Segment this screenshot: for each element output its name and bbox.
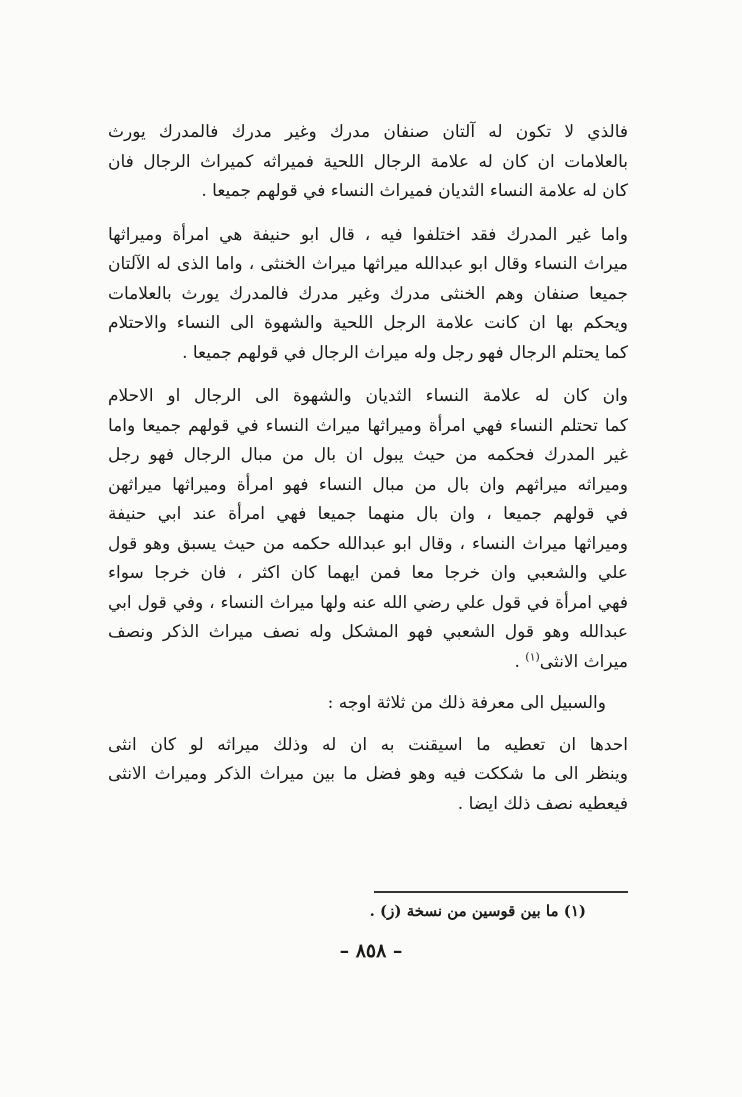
paragraph-3 [108, 382, 628, 677]
text-line [108, 648, 628, 678]
footnote: (١) ما بين قوسين من نسخة (ز) . [369, 902, 586, 920]
text-line: وميراثه ميراثهم وان بال من مبال النساء فهو امرأة وميراثها ميراثهن [108, 474, 628, 495]
last-line-text: ميراث الانثى [539, 651, 628, 672]
text-line: فيعطيه نصف ذلك ايضا . [457, 793, 628, 814]
text-line: كما يحتلم الرجال فهو رجل وله ميراث الرجال في قولهم جميعا . [182, 342, 628, 363]
text-line: علي والشعبي وان خرجا معا فمن ايهما كان اكثر ، فان خرجا سواء [108, 563, 628, 583]
text-line: احدها ان تعطيه ما اسيقنت به ان له وذلك ميراثه لو كان انثى [108, 734, 628, 755]
paragraph-2 [108, 221, 628, 369]
text-line: فالذي لا تكون له آلتان صنفان مدرك وغير مدرك فالمدرك يورث [108, 122, 628, 142]
page-number: – ٨٥٨ – [339, 940, 403, 962]
paragraph-4 [108, 689, 628, 719]
text-line: وينظر الى ما شككت فيه وهو فضل ما بين ميراث الذكر وميراث الانثى [108, 764, 628, 784]
text-line: كان له علامة النساء الثديان فميراث النساء في قولهم جميعا . [201, 181, 628, 201]
text-line: عبدالله وهو قول الشعبي فهو المشكل وله نصف ميراث الذكر ونصف [108, 622, 628, 642]
footnote-divider [374, 891, 628, 893]
text-line: وميراثها ميراث النساء ، وقال ابو عبدالله حكمه من حيث يسبق وهو قول [108, 533, 628, 554]
text-line: جميعا صنفان وهم الخنثى مدرك وغير مدرك فالمدرك يورث بالعلامات [108, 283, 628, 304]
text-line: ميراث النساء وقال ابو عبدالله ميراثها ميراث الخنثى ، واما الذى له الآلتان [108, 254, 628, 274]
text-line: وان كان له علامة النساء الثديان والشهوة الى الرجال او الاحلام [108, 386, 628, 406]
text-line: غير المدرك فحكمه من حيث يبول ان بال من مبال الرجال فهو رجل [108, 445, 628, 465]
line-end-mark: . [514, 651, 520, 672]
footnote-marker: (١) [525, 649, 540, 663]
text-line: والسبيل الى معرفة ذلك من ثلاثة اوجه : [327, 693, 606, 713]
text-line: واما غير المدرك فقد اختلفوا فيه ، قال ابو حنيفة هي امرأة وميراثها [108, 224, 628, 245]
text-line: فهي امرأة في قول علي رضي الله عنه ولها ميراث النساء ، وفي قول ابي [108, 592, 628, 613]
main-text [108, 118, 628, 819]
paragraph-5 [108, 731, 628, 820]
text-line: في قولهم جميعا ، وان بال منهما جميعا فهي امرأة عند ابي حنيفة [108, 504, 628, 524]
text-line: كما تحتلم النساء فهي امرأة وميراثها ميراث النساء في قولهم جميعا واما [108, 415, 628, 436]
text-line: ويحكم بها ان كانت علامة الرجل اللحية والشهوة الى النساء والاحتلام [108, 313, 628, 333]
paragraph-1 [108, 118, 628, 207]
text-line: بالعلامات ان كان له علامة الرجال اللحية فميراثه كميراث الرجال فان [108, 151, 628, 172]
